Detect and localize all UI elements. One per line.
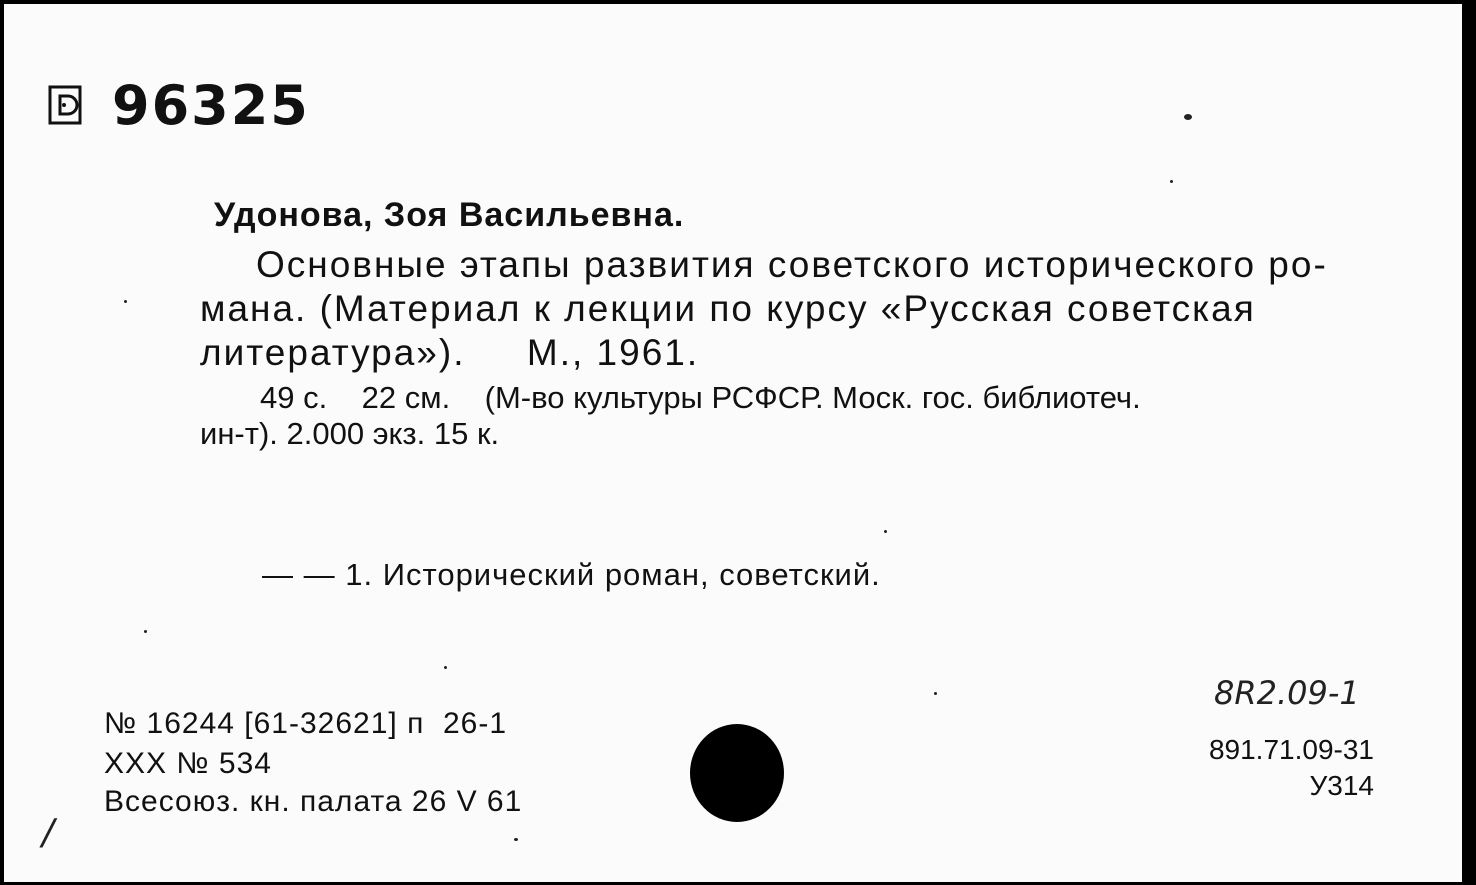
ink-speck xyxy=(444,666,447,669)
catalog-card xyxy=(4,4,1472,882)
ink-speck xyxy=(124,300,127,303)
imprint-line-2: ХХХ № 534 xyxy=(104,747,272,780)
title-line-3: литература»). М., 1961. xyxy=(200,332,700,373)
classification-index: 891.71.09-31 xyxy=(1208,734,1374,765)
punch-hole xyxy=(690,724,784,822)
ink-speck xyxy=(934,692,937,695)
imprint-line-3: Всесоюз. кн. палата 26 V 61 xyxy=(104,785,523,818)
corner-mark: / xyxy=(42,812,55,853)
author-mark: У314 xyxy=(1309,770,1374,801)
imprint-line-1: № 16244 [61-32621] п 26-1 xyxy=(104,707,508,740)
library-stamp-icon xyxy=(48,84,88,126)
call-number: 96325 xyxy=(112,74,310,137)
ink-speck xyxy=(1184,114,1192,120)
description-line-1: 49 с. 22 см. (М-во культуры РСФСР. Моск. гос. библиотеч. xyxy=(260,380,1141,415)
ink-speck xyxy=(514,838,518,841)
description-line-2: ин-т). 2.000 экз. 15 к. xyxy=(200,416,500,451)
title-line-2: мана. (Материал к лекции по курсу «Русская советская xyxy=(200,288,1256,329)
ink-speck xyxy=(1170,180,1173,183)
title-line-1: Основные этапы развития советского исторического ро- xyxy=(256,244,1328,285)
author-name: Удонова, Зоя Васильевна. xyxy=(214,196,685,234)
ink-speck xyxy=(884,530,887,533)
handwritten-code: 8R2.09-1 xyxy=(1214,674,1360,712)
subject-heading: — — 1. Исторический роман, советский. xyxy=(262,557,881,592)
ink-speck xyxy=(144,630,147,633)
